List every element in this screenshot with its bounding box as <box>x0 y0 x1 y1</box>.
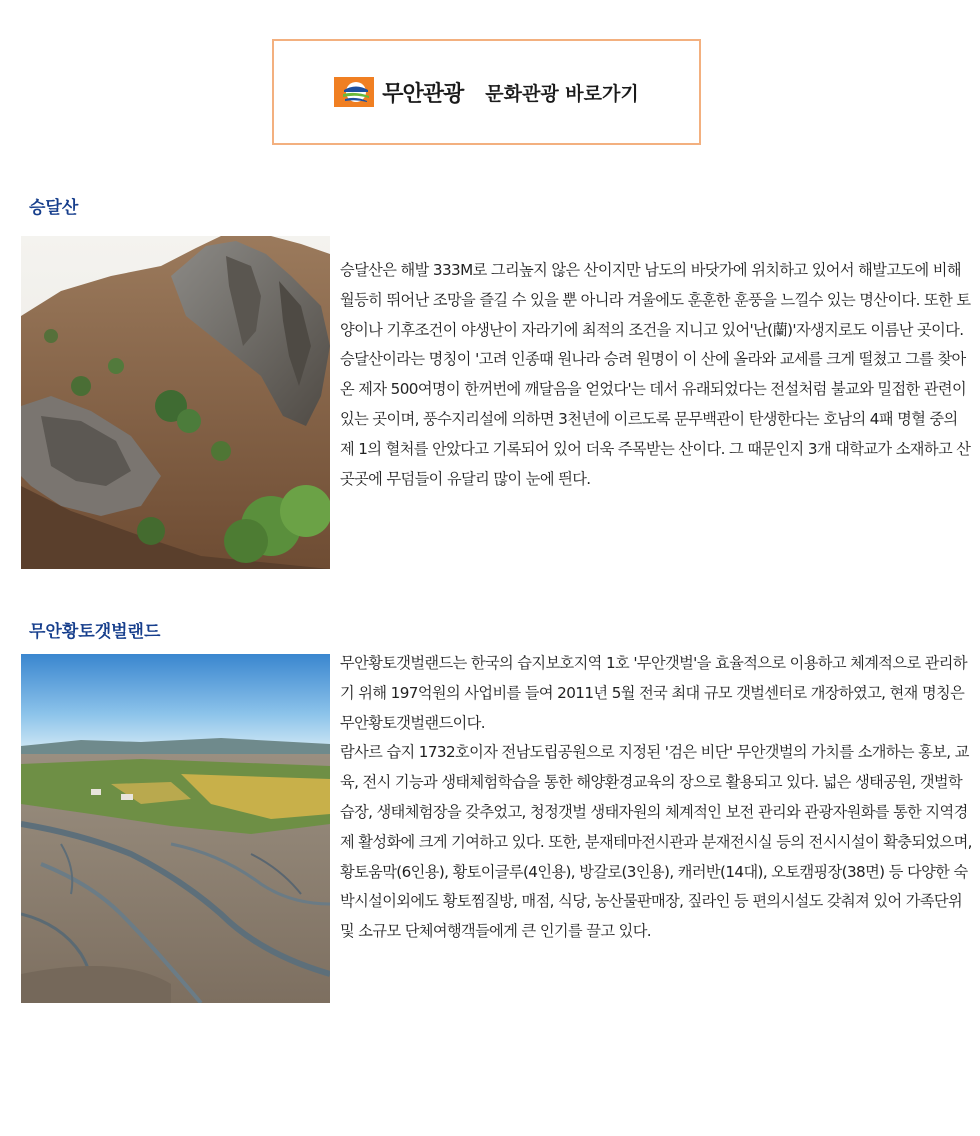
mountain-photo <box>21 236 330 569</box>
section-title-seungdalsan: 승달산 <box>29 198 79 218</box>
brand-name: 무안관광 <box>382 81 464 107</box>
muan-logo-icon <box>334 77 374 107</box>
section-title-mudflat-land: 무안황토갯벌랜드 <box>29 622 161 642</box>
culture-tourism-link-label[interactable]: 문화관광 바로가기 <box>485 82 639 105</box>
description-paragraph: 람사르 습지 1732호이자 전남도립공원으로 지정된 '검은 비단' 무안갯벌의 가치를 소개하는 홍보, 교육, 전시 기능과 생태체험학습을 통한 해양환경교육의 장으로 활용되고 있다. 넓은 생태공원, 갯벌학습장, 생태체험장을 갖추었고, 청정갯벌 생태자원의 체계적인 보전 관리와 관광자원화를 통한 지역경제 활성화에 크게 기여하고 있다. 또한, 분재테마전시관과 분재전시실 등의 전시시설이 확충되었으며, 황토움막(6인용), 황토이글루(4인용), 방갈로(3인용), 캐러반(14대), 오토캠핑장(38면) 등 다양한 숙박시설이외에도 황토찜질방, 매점, 식당, 농산물판매장, 짚라인 등 편의시설도 갖춰져 있어 가족단위 및 소규모 단체여행객들에게 큰 인기를 끌고 있다. <box>340 743 972 941</box>
culture-tourism-banner-link[interactable] <box>272 39 701 145</box>
mudflat-land-description <box>340 649 972 947</box>
seungdalsan-description <box>340 256 972 494</box>
description-paragraph: 승달산은 해발 333M로 그리높지 않은 산이지만 남도의 바닷가에 위치하고 있어서 해발고도에 비해 월등히 뛰어난 조망을 즐길 수 있을 뿐 아니라 겨울에도 훈훈한 훈풍을 느낄수 있는 명산이다. 또한 토양이나 기후조건이 야생난이 자라기에 최적의 조건을 지니고 있어'난(蘭)'자생지로도 이름난 곳이다. 승달산이라는 명칭이 '고려 인종때 원나라 승려 원명이 이 산에 올라와 교세를 크게 떨쳤고 그를 찾아온 제자 500여명이 한꺼번에 깨달음을 얻었다'는 데서 유래되었다는 전설처럼 불교와 밀접한 관련이 있는 곳이며, 풍수지리설에 의하면 3천년에 이르도록 문무백관이 탄생한다는 호남의 4패 명혈 중의 제 1의 혈처를 안았다고 기록되어 있어 더욱 주목받는 산이다. 그 때문인지 3개 대학교가 소재하고 산 곳곳에 무덤들이 유달리 많이 눈에 띈다. <box>340 261 971 488</box>
tidal-flat-photo <box>21 654 330 1003</box>
description-paragraph: 무안황토갯벌랜드는 한국의 습지보호지역 1호 '무안갯벌'을 효율적으로 이용하고 체계적으로 관리하기 위해 197억원의 사업비를 들여 2011년 5월 전국 최대 규모 갯벌센터로 개장하였고, 현재 명칭은 무안황토갯벌랜드이다. <box>340 654 967 732</box>
